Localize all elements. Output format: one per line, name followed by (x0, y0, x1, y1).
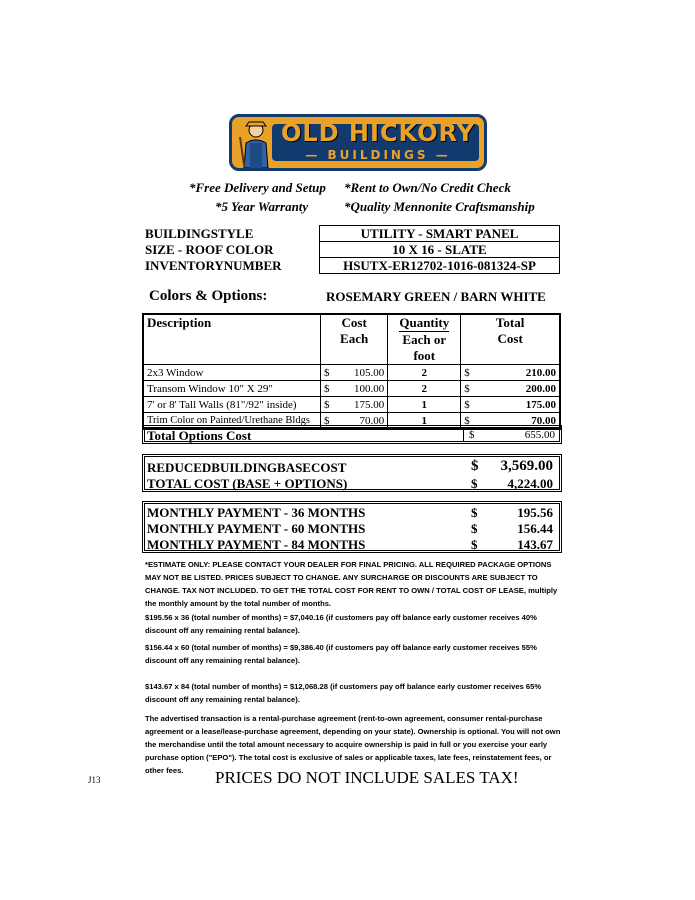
table-row (143, 381, 560, 397)
quantity-header: Quantity Each or foot (388, 314, 461, 365)
row-total-currency: $ (461, 381, 478, 397)
total-options-value: 655.00 (524, 429, 555, 441)
cost-each-header: Cost Each (321, 314, 388, 365)
row-total-currency: $ (461, 413, 478, 430)
inventory-number-value: HSUTX-ER12702-1016-081324-SP (319, 257, 560, 274)
payment-84-value: 143.67 (517, 537, 553, 552)
row-qty: 2 (388, 381, 461, 397)
description-header: Description (143, 314, 321, 365)
row-description: 7' or 8' Tall Walls (81"/92" inside) (143, 397, 321, 413)
tagline-free-delivery: *Free Delivery and Setup (189, 180, 326, 195)
rental-purchase-disclaimer: The advertised transaction is a rental-purchase agreement (rent-to-own agreement, consumer rental-purchase agreement or a lease/lease-purchase agreement, depending on your state). Ownership is optional. You will not own the merchandise until the total amount necessary to acquire ownership is paid in full or you exercise your early purchase option ("EPO"). The total cost is exclusive of sales or applicable taxes, late fees, reinstatement fees, or other fees. (145, 714, 561, 775)
row-cost: 100.00 (337, 381, 388, 397)
payment-36-label: MONTHLY PAYMENT - 36 MONTHS (147, 505, 366, 520)
row-description: Transom Window 10" X 29" (143, 381, 321, 397)
row-currency: $ (321, 397, 338, 413)
base-cost-box (142, 454, 562, 492)
row-description: 2x3 Window (143, 365, 321, 381)
total-cost-currency: $ (471, 476, 478, 491)
options-table (142, 313, 561, 430)
size-roof-color-value: 10 X 16 - SLATE (319, 241, 560, 258)
farmer-mascot-icon (234, 117, 274, 168)
payment-60-label: MONTHLY PAYMENT - 60 MONTHS (147, 521, 366, 536)
monthly-payments-box (142, 501, 562, 553)
row-cost: 70.00 (337, 413, 388, 430)
total-cost-header: Total Cost (461, 314, 560, 365)
payment-36-currency: $ (471, 505, 478, 520)
payment-84-note: $143.67 x 84 (total number of months) = $12,068.28 (if customers pay off balance early customer receives 65% discount off any remaining rental balance). (145, 682, 542, 704)
row-total: 210.00 (477, 365, 560, 381)
building-style-value: UTILITY - SMART PANEL (319, 225, 560, 242)
tagline-warranty: *5 Year Warranty (215, 199, 309, 214)
size-roof-color-label: SIZE - ROOF COLOR (145, 242, 274, 257)
payment-36-value: 195.56 (517, 505, 553, 520)
total-options-box (142, 425, 562, 444)
row-currency: $ (321, 365, 338, 381)
row-qty: 2 (388, 365, 461, 381)
row-cost: 105.00 (337, 365, 388, 381)
colors-options-title: Colors & Options: (149, 288, 268, 304)
payment-84-currency: $ (471, 537, 478, 552)
row-total: 175.00 (477, 397, 560, 413)
total-cost-value: 4,224.00 (507, 476, 553, 491)
tagline-rent-to-own: *Rent to Own/No Credit Check (344, 180, 511, 195)
row-total: 200.00 (477, 381, 560, 397)
logo-sub-text: — BUILDINGS — (305, 148, 451, 162)
payment-60-note: $156.44 x 60 (total number of months) = $9,386.40 (if customers pay off balance early customer receives 55% discount off any remaining rental balance). (145, 643, 537, 665)
table-row (143, 397, 560, 413)
old-hickory-logo (229, 114, 487, 171)
reduced-base-cost-value: 3,569.00 (500, 458, 553, 474)
logo-brand-text: OLD HICKORY (280, 119, 476, 147)
estimate-disclaimer: *ESTIMATE ONLY: PLEASE CONTACT YOUR DEALER FOR FINAL PRICING. ALL REQUIRED PACKAGE OPTIONS MAY NOT BE LISTED. PRICES SUBJECT TO CHANGE. ANY SURCHARGE OR DISCOUNTS ARE SUBJECT TO CHANGE. TAX NOT INCLUDED. TO GET THE TOTAL COST FOR RENT TO OWN / TOTAL COST OF LEASE, multiply the monthly amount by the total number of months. (145, 560, 558, 608)
payment-36-note: $195.56 x 36 (total number of months) = $7,040.16 (if customers pay off balance early customer receives 40% discount off any remaining rental balance). (145, 613, 537, 635)
row-currency: $ (321, 413, 338, 430)
reduced-base-cost-label: REDUCEDBUILDINGBASECOST (147, 460, 347, 475)
colors-value: ROSEMARY GREEN / BARN WHITE (326, 289, 546, 304)
row-total-currency: $ (461, 397, 478, 413)
payment-60-value: 156.44 (517, 521, 553, 536)
total-options-currency: $ (469, 429, 475, 441)
table-row (143, 365, 560, 381)
payment-60-currency: $ (471, 521, 478, 536)
row-qty: 1 (388, 397, 461, 413)
page-code: J13 (88, 775, 101, 785)
row-qty: 1 (388, 413, 461, 430)
reduced-base-cost-currency: $ (471, 458, 479, 474)
building-style-label: BUILDINGSTYLE (145, 226, 254, 241)
tagline-craftsmanship: *Quality Mennonite Craftsmanship (344, 199, 535, 214)
inventory-number-label: INVENTORYNUMBER (145, 258, 282, 273)
row-description: Trim Color on Painted/Urethane Bldgs (143, 413, 321, 430)
options-table-header (143, 314, 560, 365)
total-cost-label: TOTAL COST (BASE + OPTIONS) (147, 476, 348, 491)
row-cost: 175.00 (337, 397, 388, 413)
row-total-currency: $ (461, 365, 478, 381)
sales-tax-footer: PRICES DO NOT INCLUDE SALES TAX! (215, 768, 519, 787)
total-options-label: Total Options Cost (147, 428, 252, 443)
payment-84-label: MONTHLY PAYMENT - 84 MONTHS (147, 537, 366, 552)
row-currency: $ (321, 381, 338, 397)
row-total: 70.00 (477, 413, 560, 430)
